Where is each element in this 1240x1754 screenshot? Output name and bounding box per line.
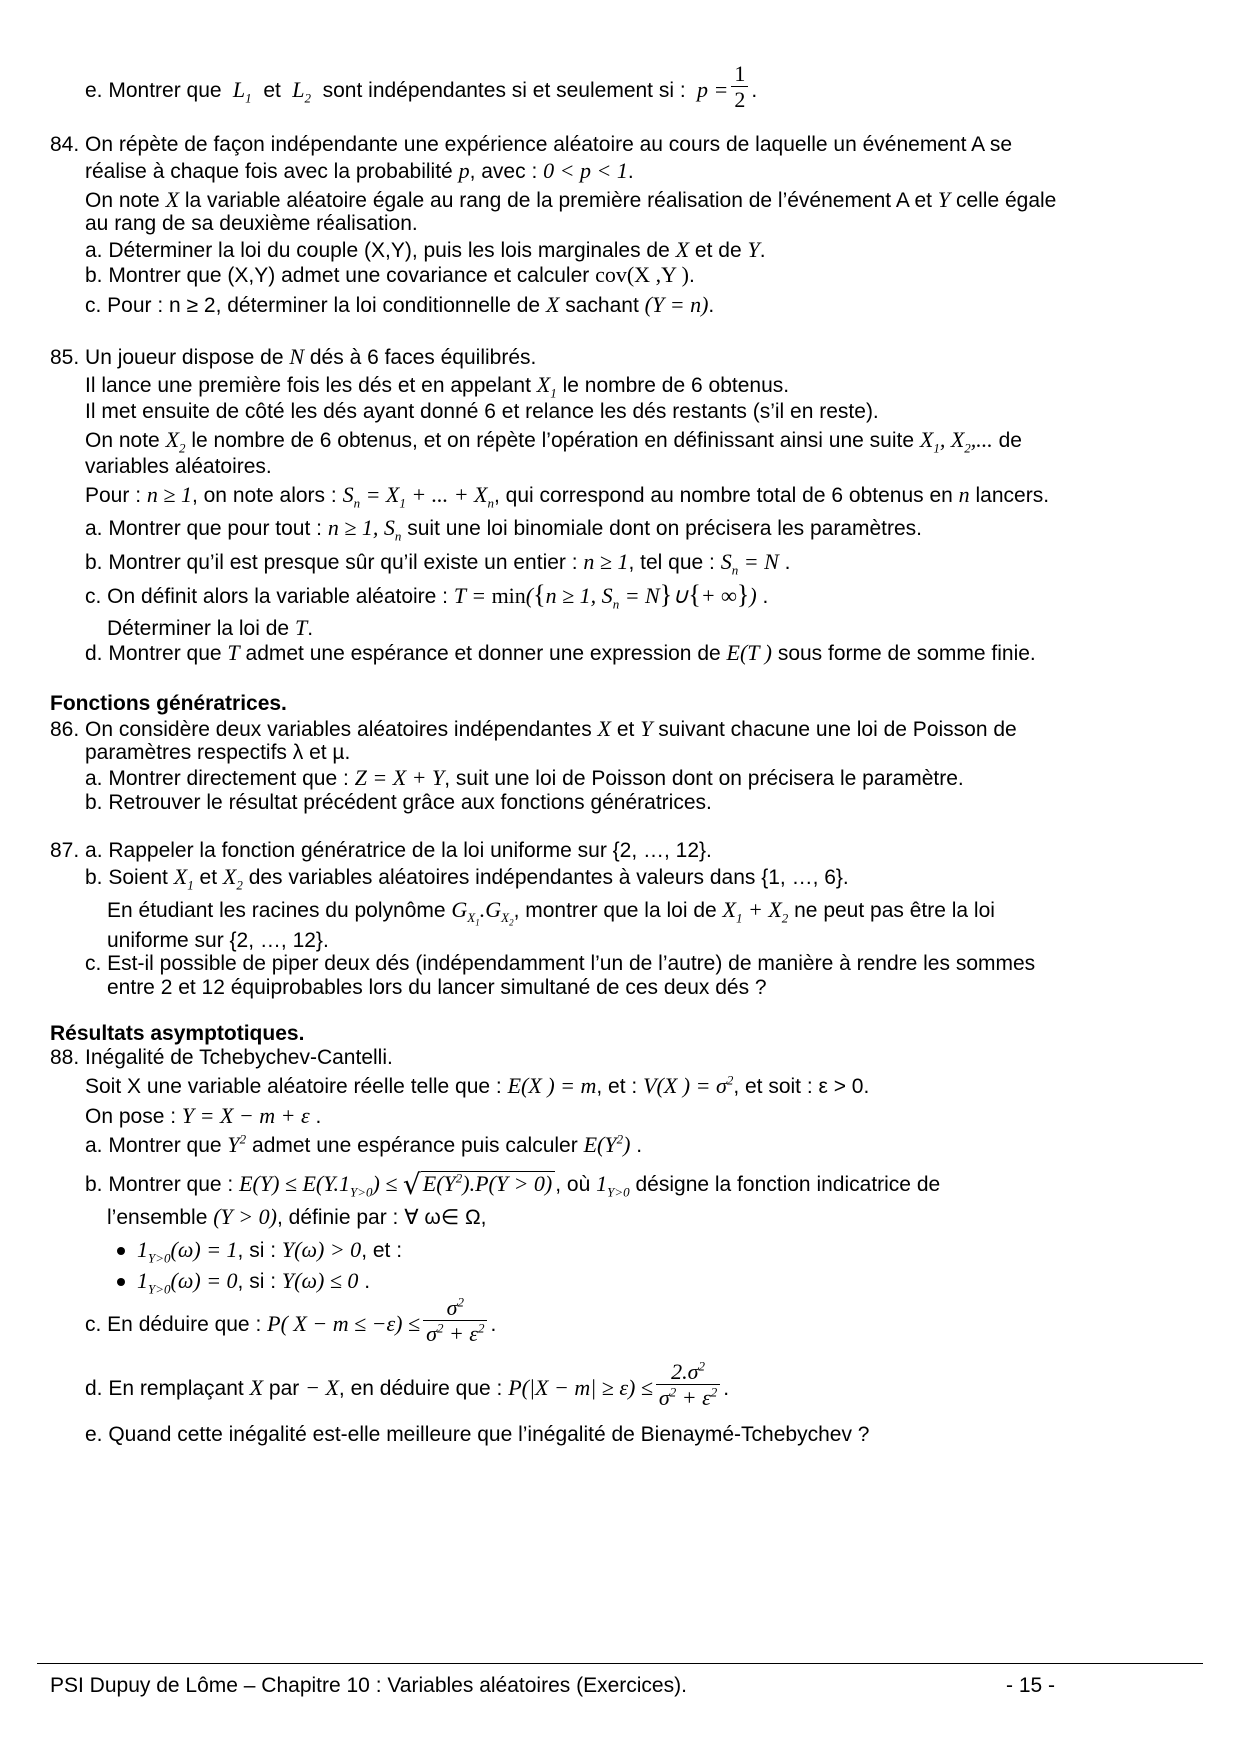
section-heading: Fonctions génératrices. [50, 692, 287, 715]
fraction: $\frac{1}{2}$ [731, 62, 748, 113]
bullet-icon [117, 1278, 125, 1286]
list-item: $1_{Y>0}(\omega) = 1$, si : Y(ω) > 0, et : [117, 1236, 402, 1264]
ex85-line3: Il met ensuite de côté les dés ayant donné 6 et relance les dés restants (s’il en reste). [85, 400, 879, 423]
ex84-c: c. Pour : n ≥ 2, déterminer la loi conditionnelle de X sachant (Y = n). [85, 292, 715, 317]
ex85-c: c. On définit alors la variable aléatoire : T = min({n ≥ 1, $S_n$ = N}∪{+ ∞}) . [85, 580, 769, 612]
page-number: - 15 - [1006, 1674, 1056, 1697]
footer-title: PSI Dupuy de Lôme – Chapitre 10 : Variables aléatoires (Exercices). [50, 1674, 687, 1697]
ex87-a: 87. a. Rappeler la fonction génératrice de la loi uniforme sur {2, …, 12}. [50, 839, 712, 862]
section-heading: Résultats asymptotiques. [50, 1022, 305, 1045]
ex85-line4: On note $X_2$ le nombre de 6 obtenus, et on répète l’opération en définissant ainsi une suite $X_1$, $X_2$,... de [85, 427, 1022, 456]
ex83-e: e. Montrer que $L_1$ et $L_2$ sont indépendantes si et seulement si : p = $\frac{1}{2}$ . [85, 61, 758, 112]
ex88-b: b. Montrer que : $E(Y) \le E(Y.1_{Y>0}) \le √E(Y^2).P(Y > 0)$ , où $1_{Y>0}$ désigne la fonction indicatrice de [85, 1168, 941, 1201]
ex85-a: a. Montrer que pour tout : n ≥ 1, $S_n$ suit une loi binomiale dont on précisera les paramètres. [85, 515, 923, 544]
ex87-b: b. Soient $X_1$ et $X_2$ des variables aléatoires indépendantes à valeurs dans {1, …, 6}. [85, 864, 849, 893]
ex84-line1: 84. On répète de façon indépendante une expérience aléatoire au cours de laquelle un événement A se [50, 133, 1013, 156]
ex86-a: a. Montrer directement que : Z = X + Y, suit une loi de Poisson dont on précisera le paramètre. [85, 765, 964, 790]
ex88-b2: l’ensemble (Y > 0), définie par : ∀ ω∈ Ω, [107, 1204, 487, 1229]
ex84-b: b. Montrer que (X,Y) admet une covariance et calculer cov(X ,Y ). [85, 262, 695, 287]
ex85-line2: Il lance une première fois les dés et en appelant $X_1$ le nombre de 6 obtenus. [85, 372, 790, 401]
list-item: $1_{Y>0}(\omega) = 0$, si : Y(ω) ≤ 0 . [117, 1267, 370, 1295]
ex85-line1: 85. Un joueur dispose de N dés à 6 faces équilibrés. [50, 344, 537, 369]
ex87-c2: entre 2 et 12 équiprobables lors du lancer simultané de ces deux dés ? [107, 976, 767, 999]
ex85-d: d. Montrer que T admet une espérance et donner une expression de E(T ) sous forme de somme finie. [85, 640, 1036, 665]
ex85-c2: Déterminer la loi de T. [107, 615, 314, 640]
footer-divider [37, 1663, 1203, 1664]
ex86-line2: paramètres respectifs λ et µ. [85, 741, 351, 764]
ex85-line6: Pour : n ≥ 1, on note alors : $S_n = X_1$ + ... + $X_n$, qui correspond au nombre total de 6 obtenus en n lancers. [85, 482, 1050, 511]
ex84-line3: On note X la variable aléatoire égale au rang de la première réalisation de l’événement A et Y celle égale [85, 187, 1057, 212]
ex88-a: a. Montrer que $Y^2$ admet une espérance puis calculer $E(Y^2)$ . [85, 1131, 643, 1157]
ex85-b: b. Montrer qu’il est presque sûr qu’il existe un entier : n ≥ 1, tel que : $S_n = N$ . [85, 549, 791, 578]
ex84-line2: réalise à chaque fois avec la probabilité p, avec : 0 < p < 1. [85, 158, 634, 183]
ex86-b: b. Retrouver le résultat précédent grâce aux fonctions génératrices. [85, 791, 712, 814]
bullet-icon [117, 1247, 125, 1255]
ex84-line4: au rang de sa deuxième réalisation. [85, 212, 418, 235]
ex86-line1: 86. On considère deux variables aléatoires indépendantes X et Y suivant chacune une loi de Poisson de [50, 716, 1017, 741]
ex87-b2: En étudiant les racines du polynôme $G_{X_1}.G_{X_2}$, montrer que la loi de $X_1 + X_2$ ne peut pas être la loi [107, 897, 995, 928]
ex85-line5: variables aléatoires. [85, 455, 272, 478]
ex84-a: a. Déterminer la loi du couple (X,Y), puis les lois marginales de X et de Y. [85, 237, 766, 262]
ex87-c1: c. Est-il possible de piper deux dés (indépendamment l’un de l’autre) de manière à rendre les sommes [85, 952, 1036, 975]
ex87-b3: uniforme sur {2, …, 12}. [107, 929, 329, 952]
ex88-line1: Soit X une variable aléatoire réelle telle que : E(X ) = m, et : V(X ) = $\sigma^2$, et soit : ε > 0. [85, 1072, 870, 1098]
ex88-c: c. En déduire que : P( X − m ≤ −ε) ≤ $\frac{\sigma^2}{\sigma^2 + \varepsilon^2}$ . [85, 1294, 497, 1346]
ex88-title: 88. Inégalité de Tchebychev-Cantelli. [50, 1046, 393, 1069]
ex88-line2: On pose : Y = X − m + ε . [85, 1103, 322, 1128]
ex88-e: e. Quand cette inégalité est-elle meilleure que l’inégalité de Bienaymé-Tchebychev ? [85, 1423, 870, 1446]
ex88-d: d. En remplaçant X par − X, en déduire que : P(|X − m| ≥ ε) ≤ $\frac{2.\sigma^2}{\sigma^2 + \varepsilon^2}$ . [85, 1358, 730, 1410]
